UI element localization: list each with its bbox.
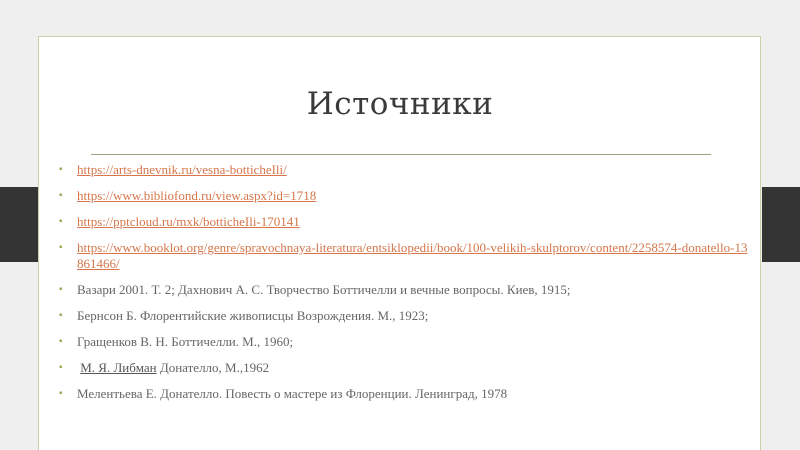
source-item-7 [58, 334, 748, 350]
bullet-icon [59, 165, 66, 172]
bullet-icon [59, 285, 66, 292]
source-item-4 [58, 240, 748, 272]
bullet-icon [59, 311, 66, 318]
source-text-melentyeva: Мелентьева Е. Донателло. Повесть о мастере из Флоренции. Ленинград, 1978 [77, 386, 508, 401]
source-link-booklot[interactable]: https://www.booklot.org/genre/spravochnaya-literatura/entsiklopedii/book/100-velikih-skulptorov/content/2258574-donatello-13861466/ [77, 240, 748, 271]
source-link-bibliofond[interactable]: https://www.bibliofond.ru/view.aspx?id=1718 [77, 188, 317, 203]
left-side-tab [0, 187, 38, 262]
source-author-libman-link[interactable]: М. Я. Либман [80, 360, 157, 375]
bullet-icon [59, 191, 66, 198]
bullet-icon [59, 243, 66, 250]
bullet-icon [59, 389, 66, 396]
source-item-1 [58, 162, 748, 178]
source-item-6 [58, 308, 748, 324]
bullet-icon [59, 217, 66, 224]
source-item-3 [58, 214, 748, 230]
source-link-pptcloud[interactable]: https://pptcloud.ru/mxk/botticheIli-170141 [77, 214, 300, 229]
bullet-icon [59, 363, 66, 370]
sources-list [58, 162, 748, 412]
slide-title: Источники [306, 86, 494, 122]
source-link-arts-dnevnik[interactable]: https://arts-dnevnik.ru/vesna-botticheIli/ [77, 162, 287, 177]
source-text-bernson: Бернсон Б. Флорентийские живописцы Возрождения. М., 1923; [77, 308, 429, 323]
source-item-9 [58, 386, 748, 402]
source-text-vasari: Вазари 2001. Т. 2; Дахнович А. С. Творчество Боттичелли и вечные вопросы. Киев, 1915; [77, 282, 571, 297]
title-divider [91, 154, 711, 155]
source-item-5 [58, 282, 748, 298]
right-side-tab [762, 187, 800, 262]
source-item-8 [58, 360, 748, 376]
bullet-icon [59, 337, 66, 344]
source-text-grashchenkov: Гращенков В. Н. Боттичелли. М., 1960; [77, 334, 294, 349]
source-text-libman: Донателло, М.,1962 [156, 360, 270, 375]
source-item-2 [58, 188, 748, 204]
